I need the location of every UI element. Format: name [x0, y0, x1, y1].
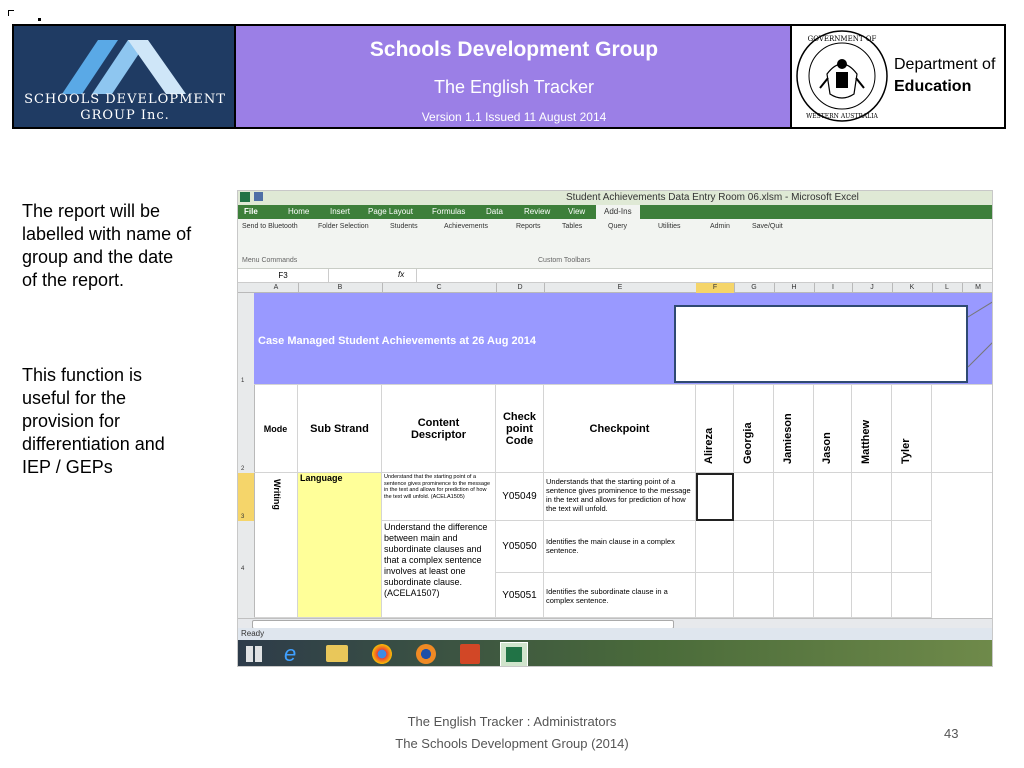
header-mode[interactable]: Mode — [254, 385, 298, 473]
ribbon-save-quit[interactable]: Save/Quit — [752, 223, 783, 230]
column-header-j[interactable]: J — [852, 283, 893, 293]
header-sub-strand[interactable]: Sub Strand — [298, 385, 382, 473]
status-text: Ready — [241, 629, 265, 638]
sub-strand-value: Language — [300, 473, 343, 483]
excel-taskbar-icon[interactable] — [500, 642, 528, 667]
entry-cell[interactable] — [734, 521, 774, 573]
mode-value: Writing — [272, 479, 282, 510]
row-header[interactable]: 3 — [238, 473, 255, 522]
save-icon[interactable] — [254, 192, 263, 201]
entry-cell[interactable] — [774, 521, 814, 573]
name-box[interactable]: F3 — [238, 269, 329, 282]
org-name-line2: GROUP Inc. — [80, 108, 170, 123]
dept-line2: Education — [894, 78, 972, 95]
descriptor-cell[interactable]: Understand that the starting point of a sentence gives prominence to the message in the text and allows for prediction of how the text will unfold. (ACELA1505) — [382, 473, 496, 521]
header-check-code[interactable]: Check point Code — [496, 385, 544, 473]
selected-cell-f3[interactable] — [696, 473, 734, 521]
tab-file[interactable]: File — [244, 207, 258, 216]
ribbon-folder-selection[interactable]: Folder Selection — [318, 223, 369, 230]
sub-strand-cell[interactable] — [298, 473, 382, 618]
page-number: 43 — [944, 726, 959, 741]
column-header-e[interactable]: E — [544, 283, 697, 293]
excel-screenshot — [237, 190, 993, 667]
crest-text-bottom: WESTERN AUSTRALIA — [806, 113, 878, 120]
corner-mark — [8, 10, 14, 16]
student-name: Matthew — [859, 420, 872, 464]
fx-icon: fx — [398, 270, 405, 279]
crest-text-top: GOVERNMENT OF — [807, 35, 877, 43]
org-name-line1: SCHOOLS DEVELOPMENT — [24, 92, 226, 107]
callout-connector — [968, 301, 993, 385]
check-code-cell[interactable]: Y05051 — [496, 573, 544, 618]
excel-app-icon — [240, 192, 250, 202]
entry-cell[interactable] — [892, 573, 932, 618]
formula-bar — [238, 269, 993, 283]
checkpoint-cell[interactable]: Identifies the subordinate clause in a complex sentence. — [544, 573, 696, 618]
header-student[interactable] — [774, 385, 814, 473]
report-title: Case Managed Student Achievements at 26 Aug 2014 — [258, 335, 536, 347]
chrome-icon[interactable] — [372, 644, 392, 664]
ribbon-group-custom-toolbars: Custom Toolbars — [538, 257, 591, 264]
entry-cell[interactable] — [892, 473, 932, 521]
entry-cell[interactable] — [852, 573, 892, 618]
tab-data[interactable]: Data — [486, 207, 503, 216]
row-header[interactable]: 4 — [238, 521, 255, 574]
entry-cell[interactable] — [852, 521, 892, 573]
horizontal-scrollbar[interactable] — [238, 618, 993, 628]
worksheet-grid — [238, 293, 993, 618]
column-header-k[interactable]: K — [892, 283, 933, 293]
tab-add-ins[interactable]: Add-Ins — [596, 205, 640, 219]
ribbon-send-bluetooth[interactable]: Send to Bluetooth — [242, 223, 298, 230]
column-header-d[interactable]: D — [496, 283, 545, 293]
check-code-cell[interactable]: Y05050 — [496, 521, 544, 573]
windows-taskbar — [238, 640, 993, 667]
check-code-cell[interactable]: Y05049 — [496, 473, 544, 521]
ribbon — [238, 219, 993, 269]
callout-box — [674, 305, 968, 383]
entry-cell[interactable] — [814, 473, 852, 521]
column-header-b[interactable]: B — [298, 283, 383, 293]
status-bar — [238, 628, 993, 640]
note-report-label: The report will be labelled with name of group and the date of the report. — [22, 201, 192, 290]
ribbon-utilities[interactable]: Utilities — [658, 223, 681, 230]
entry-cell[interactable] — [892, 521, 932, 573]
footer-line2: The Schools Development Group (2014) — [395, 736, 629, 751]
row-header[interactable]: 1 — [238, 293, 255, 386]
checkpoint-cell[interactable]: Identifies the main clause in a complex sentence. — [544, 521, 696, 573]
sdg-logo-panel — [14, 26, 236, 127]
entry-cell[interactable] — [696, 573, 734, 618]
report-title-cell[interactable] — [254, 293, 696, 385]
header-student[interactable] — [734, 385, 774, 473]
header-student[interactable] — [852, 385, 892, 473]
department-panel — [792, 26, 1004, 127]
entry-cell[interactable] — [774, 473, 814, 521]
row-header[interactable]: 2 — [238, 385, 255, 474]
ribbon-reports[interactable]: Reports — [516, 223, 541, 230]
footer-line1: The English Tracker : Administrators — [407, 714, 617, 729]
dept-line1: Department of — [894, 56, 996, 73]
entry-cell[interactable] — [814, 521, 852, 573]
student-name: Georgia — [741, 422, 754, 464]
header-content-descriptor[interactable]: Content Descriptor — [382, 385, 496, 473]
header-student[interactable] — [696, 385, 734, 473]
column-header-a[interactable]: A — [254, 283, 299, 293]
student-name: Jason — [820, 432, 833, 464]
ribbon-tables[interactable]: Tables — [562, 223, 583, 230]
header-banner — [12, 24, 1006, 129]
column-header-g[interactable]: G — [734, 283, 775, 293]
formula-input[interactable] — [416, 269, 993, 282]
student-name: Tyler — [899, 438, 912, 464]
ribbon-query[interactable]: Query — [608, 223, 628, 230]
mode-cell[interactable] — [254, 473, 298, 618]
checkpoint-cell[interactable]: Understands that the starting point of a sentence gives prominence to the message in the text and allows for prediction of how the text will unfold. — [544, 473, 696, 521]
tab-formulas[interactable]: Formulas — [432, 207, 466, 216]
ribbon-admin[interactable]: Admin — [710, 223, 730, 230]
student-name: Jamieson — [781, 413, 794, 464]
ribbon-group-menu-commands: Menu Commands — [242, 257, 298, 264]
header-student[interactable] — [892, 385, 932, 473]
column-header-f[interactable]: F — [696, 283, 735, 293]
row-header — [238, 573, 255, 619]
excel-title-bar — [238, 191, 993, 205]
wa-crest-icon — [794, 28, 890, 124]
title-panel — [236, 26, 792, 127]
header-student[interactable] — [814, 385, 852, 473]
banner-title: Schools Development Group — [369, 38, 659, 61]
tab-view[interactable]: View — [568, 207, 586, 216]
powerpoint-icon[interactable] — [460, 644, 480, 664]
start-icon[interactable] — [246, 646, 262, 662]
ribbon-achievements[interactable]: Achievements — [444, 223, 488, 230]
sdg-logo-icon — [62, 34, 186, 96]
column-header-l[interactable]: L — [932, 283, 963, 293]
entry-cell[interactable] — [852, 473, 892, 521]
column-header-c[interactable]: C — [382, 283, 497, 293]
column-header-h[interactable]: H — [774, 283, 815, 293]
header-checkpoint[interactable]: Checkpoint — [544, 385, 696, 473]
small-dot — [38, 18, 41, 21]
entry-cell[interactable] — [696, 521, 734, 573]
firefox-icon[interactable] — [416, 644, 436, 664]
ie-icon[interactable]: e — [284, 641, 297, 666]
entry-cell[interactable] — [774, 573, 814, 618]
column-header-i[interactable]: I — [814, 283, 853, 293]
tab-home[interactable]: Home — [288, 207, 310, 216]
tab-insert[interactable]: Insert — [330, 207, 351, 216]
descriptor-cell[interactable]: Understand the difference between main and subordinate clauses and that a complex sentence involves at least one subordinate clause. (ACELA1507) — [382, 521, 496, 618]
window-title: Student Achievements Data Entry Room 06.xlsm - Microsoft Excel — [566, 192, 859, 203]
banner-subtitle: The English Tracker — [433, 77, 595, 97]
column-headers — [238, 283, 993, 293]
folder-icon[interactable] — [326, 645, 348, 662]
entry-cell[interactable] — [814, 573, 852, 618]
banner-version: Version 1.1 Issued 11 August 2014 — [421, 110, 607, 124]
note-function-use: This function is useful for the provision for differentiation and IEP / GEPs — [22, 365, 165, 477]
tab-page-layout[interactable]: Page Layout — [368, 207, 413, 216]
empty-cell[interactable] — [932, 385, 993, 473]
tab-review[interactable]: Review — [524, 207, 551, 216]
student-name: Alireza — [702, 427, 715, 464]
entry-cell[interactable] — [734, 573, 774, 618]
entry-cell[interactable] — [734, 473, 774, 521]
column-header-m[interactable]: M — [962, 283, 993, 293]
ribbon-students[interactable]: Students — [390, 223, 418, 230]
ribbon-tabs — [238, 205, 993, 219]
